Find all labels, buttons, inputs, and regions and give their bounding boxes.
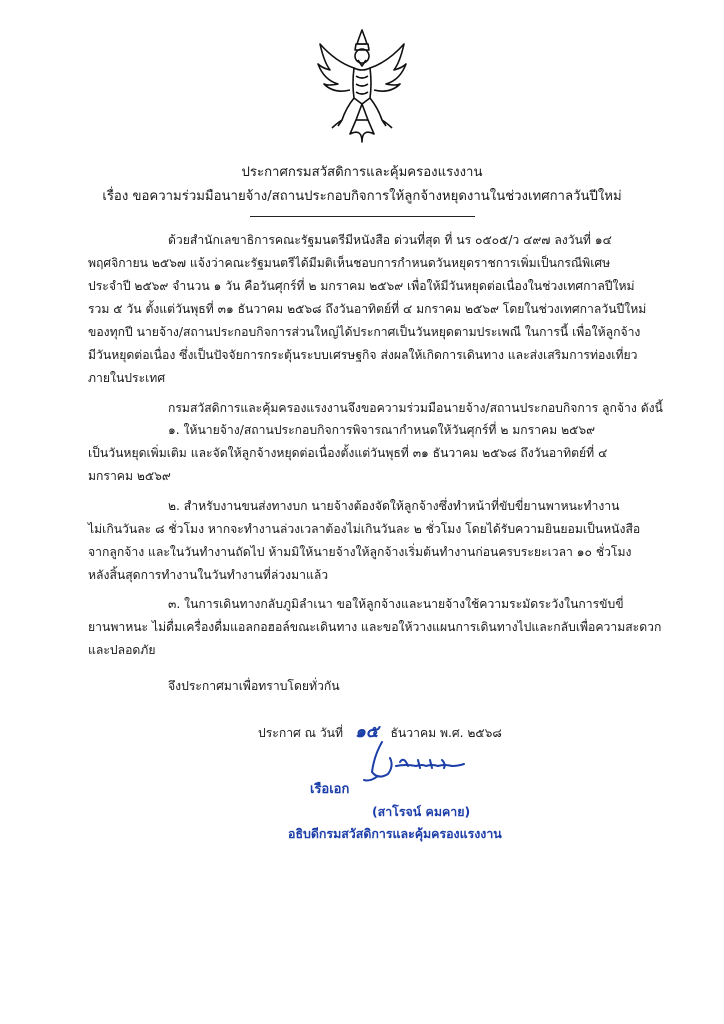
date-prefix: ประกาศ ณ วันที่ — [258, 726, 344, 740]
text-line: มกราคม ๒๕๖๙ — [88, 469, 171, 483]
announcement-subject: เรื่อง ขอความร่วมมือนายจ้าง/สถานประกอบกิจการให้ลูกจ้างหยุดงานในช่วงเทศกาลวันปีใหม่ — [102, 189, 622, 204]
text-line: รวม ๕ วัน ตั้งแต่วันพุธที่ ๓๑ ธันวาคม ๒๕๖๘ ถึงวันอาทิตย์ที่ ๔ มกราคม ๒๕๖๙ โดยในช่วงเทศกาลวันปีใหม่ — [88, 302, 647, 316]
text-line: และปลอดภัย — [88, 643, 156, 657]
signatory-name: (สาโรจน์ คมคาย) — [372, 804, 471, 819]
text-line: หลังสิ้นสุดการทำงานในวันทำงานที่ล่วงมาแล้ว — [88, 568, 329, 582]
text-line: ของทุกปี นายจ้าง/สถานประกอบกิจการส่วนใหญ่ได้ประกาศเป็นวันหยุดตามประเพณี ในการนี้ เพื่อให้ลูกจ้าง — [88, 325, 641, 339]
text-line: พฤศจิกายน ๒๕๖๗ แจ้งว่าคณะรัฐมนตรีได้มีมติเห็นชอบการกำหนดวันหยุดราชการเพิ่มเป็นกรณีพิเศษ — [88, 256, 611, 270]
list-item-1 — [88, 420, 648, 490]
text-line: ภายในประเทศ — [88, 371, 166, 385]
text-line: ไม่เกินวันละ ๘ ชั่วโมง หากจะทำงานล่วงเวลาต้องไม่เกินวันละ ๒ ชั่วโมง โดยได้รับความยินยอมเป็นหนังสือ — [88, 522, 641, 536]
text-line: มีวันหยุดต่อเนื่อง ซึ่งเป็นปัจจัยการกระตุ้นระบบเศรษฐกิจ ส่งผลให้เกิดการเดินทาง และส่งเสริมการท่องเที่ยว — [88, 348, 638, 362]
handwritten-signature — [360, 736, 470, 788]
text-line: ประจำปี ๒๕๖๙ จำนวน ๑ วัน คือวันศุกร์ที่ ๒ มกราคม ๒๕๖๙ เพื่อให้มีวันหยุดต่อเนื่องในช่วงเทศกาลปีใหม่ — [88, 279, 635, 293]
text-line: ๓. ในการเดินทางกลับภูมิลำเนา ขอให้ลูกจ้างและนายจ้างใช้ความระมัดระวังในการขับขี่ — [168, 597, 624, 611]
closing-paragraph — [88, 676, 648, 698]
closing-text: จึงประกาศมาเพื่อทราบโดยทั่วกัน — [168, 679, 340, 693]
announcement-title: ประกาศกรมสวัสดิการและคุ้มครองแรงงาน — [241, 165, 483, 180]
text-line: ยานพาหนะ ไม่ดื่มเครื่องดื่มแอลกอฮอล์ขณะเดินทาง และขอให้วางแผนการเดินทางไปและกลับเพื่อความสะดวก — [88, 620, 662, 634]
text-line: กรมสวัสดิการและคุ้มครองแรงงานจึงขอความร่วมมือนายจ้าง/สถานประกอบกิจการ ลูกจ้าง ดังนี้ — [168, 401, 663, 415]
date-suffix: ธันวาคม พ.ศ. ๒๕๖๘ — [390, 726, 502, 740]
paragraph-intro — [88, 230, 648, 385]
date-day: ๑๕ — [354, 722, 379, 742]
signatory-position: อธิบดีกรมสวัสดิการและคุ้มครองแรงงาน — [288, 826, 502, 841]
text-line: ๒. สำหรับงานขนส่งทางบก นายจ้างต้องจัดให้ลูกจ้างซึ่งทำหน้าที่ขับขี่ยานพาหนะทำงาน — [168, 499, 620, 513]
paragraph-request — [88, 398, 663, 420]
list-item-3 — [88, 594, 662, 664]
text-line: ด้วยสำนักเลขาธิการคณะรัฐมนตรีมีหนังสือ ด่วนที่สุด ที่ นร ๐๕๐๕/ว ๔๙๗ ลงวันที่ ๑๔ — [168, 233, 612, 247]
garuda-emblem — [316, 28, 408, 146]
text-line: จากลูกจ้าง และในวันทำงานถัดไป ห้ามมิให้นายจ้างให้ลูกจ้างเริ่มต้นทำงานก่อนครบระยะเวลา ๑๐ ชั่วโมง — [88, 545, 632, 559]
text-line: เป็นวันหยุดเพิ่มเติม และจัดให้ลูกจ้างหยุดต่อเนื่องตั้งแต่วันพุธที่ ๓๑ ธันวาคม ๒๕๖๘ ถึงวันอาทิตย์ที่ ๔ — [88, 446, 608, 460]
title-divider — [250, 216, 475, 217]
signatory-rank: เรือเอก — [310, 782, 350, 797]
list-item-2 — [88, 496, 648, 588]
text-line: ๑. ให้นายจ้าง/สถานประกอบกิจการพิจารณากำหนดให้วันศุกร์ที่ ๒ มกราคม ๒๕๖๙ — [168, 423, 596, 437]
